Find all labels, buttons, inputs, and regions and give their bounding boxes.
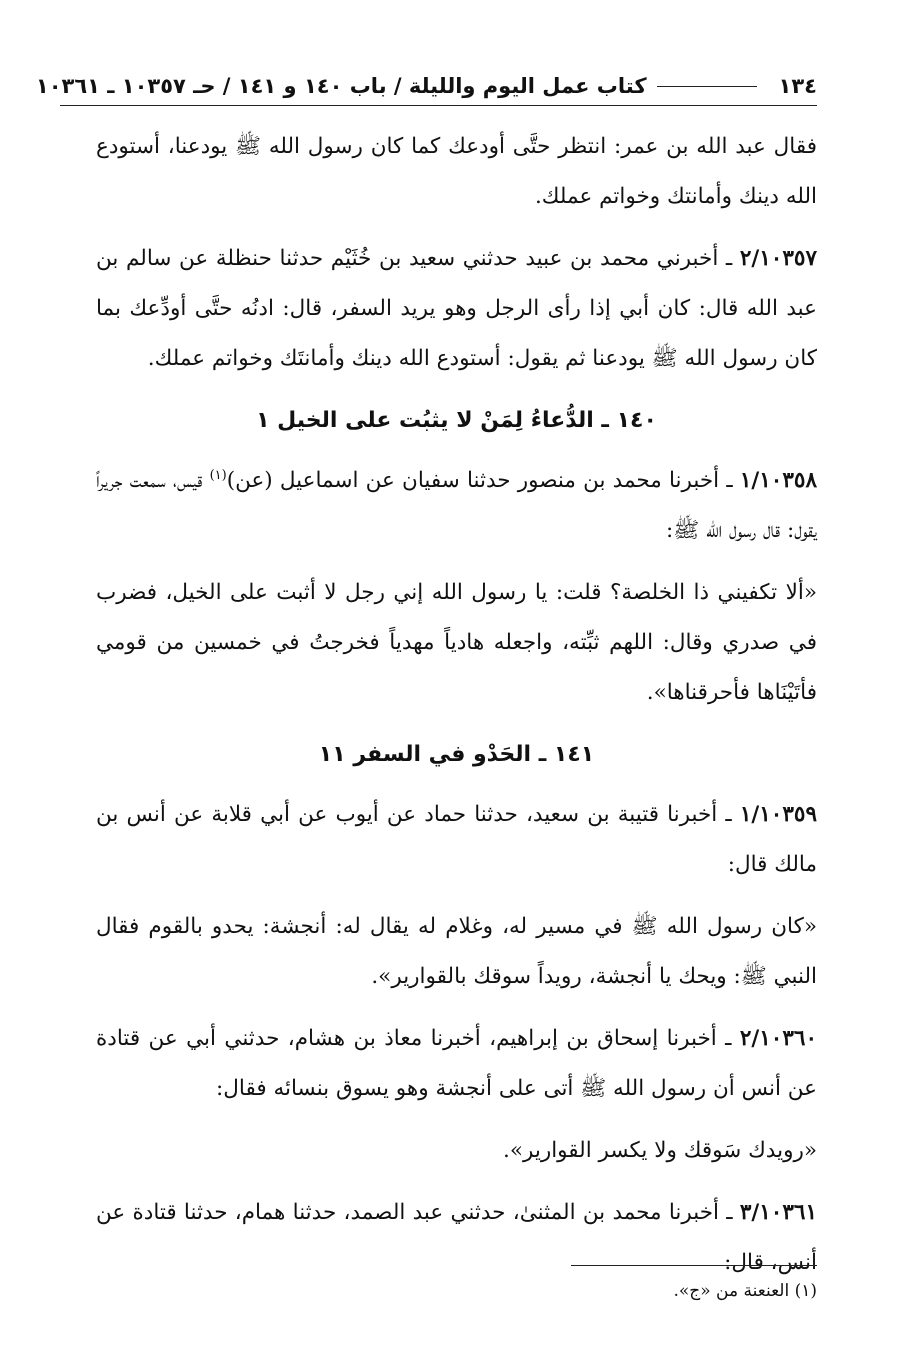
page-number: ١٣٤ (778, 74, 817, 98)
hadith-text: ـ أخبرنا قتيبة بن سعيد، حدثنا حماد عن أيوب عن أبي قلابة عن أنس بن مالك قال: (96, 802, 817, 877)
running-header (35, 66, 817, 106)
footnote: (١) العنعنة من «ج». (673, 1281, 817, 1301)
main-text (96, 122, 817, 1300)
hadith-paragraph (96, 1014, 817, 1114)
footnote-marker[interactable]: (١) (209, 467, 227, 483)
hadith-paragraph (96, 456, 817, 556)
paragraph: فقال عبد الله بن عمر: انتظر حتَّى أودعك كما كان رسول الله ﷺ يودعنا، أستودع الله دينك وأمانتك وخواتم عملك. (96, 134, 817, 209)
quote-paragraph: «رويدك سَوقك ولا يكسر القوارير». (502, 1138, 817, 1163)
hadith-paragraph (96, 1188, 817, 1288)
hadith-text: ـ أخبرنا محمد بن منصور حدثنا سفيان عن اسماعيل (عن) (226, 468, 740, 493)
running-title: كتاب عمل اليوم والليلة / باب ١٤٠ و ١٤١ / حـ ١٠٣٥٧ ـ ١٠٣٦١ (35, 74, 647, 98)
chapter-heading: ١٤٠ ـ الدُّعاءُ لِمَنْ لا يثبُت على الخيل ١ (256, 408, 657, 433)
hadith-number: ١/١٠٣٥٩ (739, 802, 817, 827)
hadith-number: ٣/١٠٣٦١ (739, 1200, 817, 1225)
hadith-number: ٢/١٠٣٥٧ (739, 246, 817, 271)
hadith-number: ٢/١٠٣٦٠ (739, 1026, 817, 1051)
hadith-text: ـ أخبرني محمد بن عبيد حدثني سعيد بن خُثَيْم حدثنا حنظلة عن سالم بن عبد الله قال: كان أبي إذا رأى الرجل وهو يريد السفر، قال: ادنُه حتَّى أودِّعك بما كان رسول الله ﷺ يودعنا ثم يقول: أستودع الله دينك وأمانتَك وخواتم عملك. (96, 246, 817, 371)
footnote-rule (571, 1265, 817, 1266)
hadith-text-cont: قيس، سمعت جريراً يقول: قال رسول الله ﷺ: (96, 468, 817, 543)
header-rule (60, 105, 817, 106)
header-dash (657, 86, 757, 87)
hadith-text: ـ أخبرنا محمد بن المثنىٰ، حدثني عبد الصمد، حدثنا همام، حدثنا قتادة عن أنس، قال: (96, 1200, 817, 1275)
hadith-number: ١/١٠٣٥٨ (739, 468, 817, 493)
chapter-heading: ١٤١ ـ الحَدْو في السفر ١١ (318, 742, 595, 767)
quote-paragraph: «ألا تكفيني ذا الخلصة؟ قلت: يا رسول الله إني رجل لا أثبت على الخيل، فضرب في صدري وقال: اللهم ثبِّته، واجعله هادياً مهدياً فخرجتُ في خمسين من قومي فأتَيْنَاها فأحرقناها». (96, 580, 817, 705)
hadith-text: ـ أخبرنا إسحاق بن إبراهيم، أخبرنا معاذ بن هشام، حدثني أبي عن قتادة عن أنس أن رسول الله ﷺ أتى على أنجشة وهو يسوق بنسائه فقال: (96, 1026, 817, 1101)
hadith-paragraph (96, 790, 817, 890)
quote-paragraph: «كان رسول الله ﷺ في مسير له، وغلام له يقال له: أنجشة: يحدو بالقوم فقال النبي ﷺ: ويحك يا أنجشة، رويداً سوقك بالقوارير». (96, 914, 817, 989)
hadith-paragraph (96, 234, 817, 384)
